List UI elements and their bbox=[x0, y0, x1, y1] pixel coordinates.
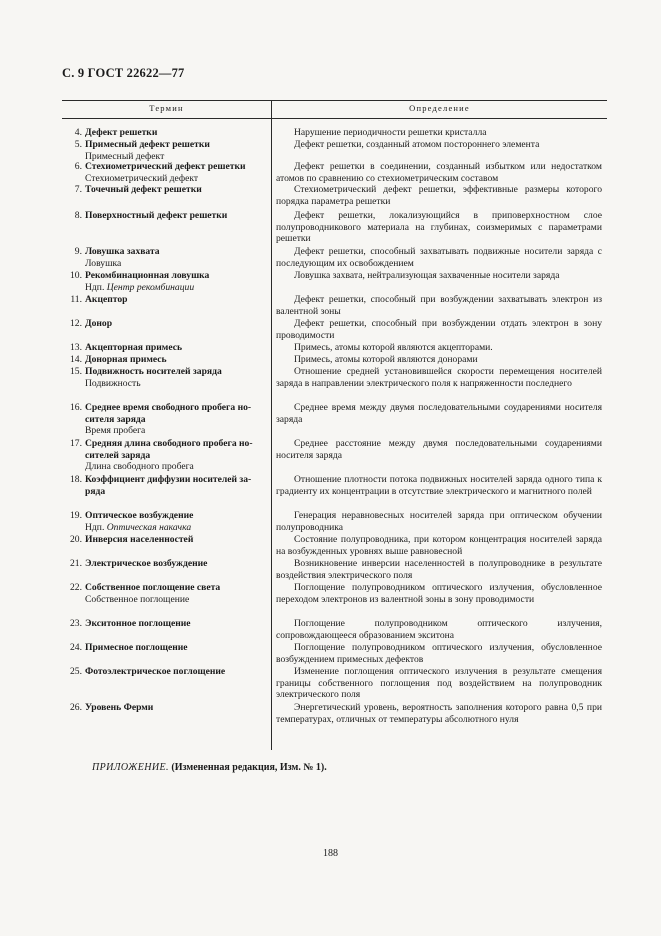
table-top-rule bbox=[62, 100, 607, 101]
term-name: Коэффициент диффузии носителей за- bbox=[85, 474, 252, 485]
definition-text: Примесь, атомы которой являются акцепторами. bbox=[294, 342, 493, 353]
table-header-rule bbox=[62, 118, 607, 119]
term-name: Экситонное поглощение bbox=[85, 618, 191, 629]
term-cell bbox=[62, 127, 268, 139]
appendix-label: ПРИЛОЖЕНИЕ. bbox=[92, 762, 169, 773]
appendix-revision: (Измененная редакция, Изм. № 1). bbox=[171, 762, 327, 773]
definition-cell bbox=[276, 534, 602, 557]
term-cell bbox=[62, 161, 268, 184]
term-name: Уровень Ферми bbox=[85, 702, 154, 713]
term-synonym: Собственное поглощение bbox=[85, 593, 190, 605]
definition-text: Стехиометрический дефект решетки, эффективные размеры которого порядка параметра решетки bbox=[276, 184, 602, 207]
definition-text: Состояние полупроводника, при котором концентрация носителей заряда на возбужденных уровнях выше равновесной bbox=[276, 534, 602, 557]
term-synonym: Примесный дефект bbox=[85, 150, 165, 162]
term-cell bbox=[62, 139, 268, 162]
term-deprecated bbox=[62, 522, 268, 534]
column-header-term: Термин bbox=[149, 103, 184, 113]
term-cell bbox=[62, 618, 268, 630]
deprecated-prefix: Ндп. bbox=[85, 281, 107, 293]
term-name: Ловушка захвата bbox=[85, 246, 160, 257]
definition-text: Среднее расстояние между двумя последовательными соударениями носителя заряда bbox=[276, 438, 602, 461]
term-number: 14. bbox=[70, 354, 82, 365]
term-number: 26. bbox=[70, 702, 82, 713]
appendix-note bbox=[92, 762, 327, 773]
term-cell bbox=[62, 354, 268, 366]
term-name: Средняя длина свободного пробега но- bbox=[85, 438, 253, 449]
term-name: Подвижность носителей заряда bbox=[85, 366, 222, 377]
definition-cell bbox=[276, 666, 602, 701]
definition-text: Дефект решетки, способный захватывать подвижные носители заряда с последующим их освобождением bbox=[276, 246, 602, 269]
definition-text: Отношение плотности потока подвижных носителей заряда одного типа к градиенту их концентрации в отсутствие электрического и магнитного полей bbox=[276, 474, 602, 497]
term-number: 12. bbox=[70, 318, 82, 329]
definition-text: Дефект решетки, локализующийся в приповерхностном слое полупроводникового материала на глубинах, соизмеримых с параметрами решетки bbox=[276, 210, 602, 244]
deprecated-term: Центр рекомбинации bbox=[106, 281, 195, 293]
definition-cell bbox=[276, 270, 602, 282]
column-divider bbox=[271, 100, 272, 750]
term-number: 20. bbox=[70, 534, 82, 545]
definition-text: Ловушка захвата, нейтрализующая захваченные носители заряда bbox=[294, 270, 560, 281]
definition-cell bbox=[276, 642, 602, 665]
term-synonym: Длина свободного пробега bbox=[85, 461, 194, 472]
term-cell bbox=[62, 342, 268, 354]
term-cell bbox=[62, 510, 268, 533]
term-number: 17. bbox=[70, 438, 82, 449]
definition-text: Поглощение полупроводником оптического излучения, сопровождающееся образованием экситона bbox=[276, 618, 602, 641]
term-name: Точечный дефект решетки bbox=[85, 184, 202, 195]
term-number: 9. bbox=[74, 246, 82, 257]
term-cell bbox=[62, 702, 268, 714]
term-cell bbox=[62, 246, 268, 269]
definition-cell bbox=[276, 318, 602, 341]
definition-text: Поглощение полупроводником оптического излучения, обусловленное возбуждением примесных дефектов bbox=[276, 642, 602, 665]
definition-cell bbox=[276, 127, 602, 139]
definition-cell bbox=[276, 161, 602, 184]
definition-cell bbox=[276, 474, 602, 497]
term-cell bbox=[62, 294, 268, 306]
term-number: 7. bbox=[74, 184, 82, 195]
term-name: Примесный дефект решетки bbox=[85, 139, 210, 150]
term-number: 4. bbox=[74, 127, 82, 138]
term-number: 10. bbox=[70, 270, 82, 281]
term-synonym: Подвижность bbox=[85, 377, 141, 389]
definition-text: Среднее время между двумя последовательными соударениями носителя заряда bbox=[276, 402, 602, 425]
term-cell bbox=[62, 558, 268, 570]
definition-cell bbox=[276, 210, 602, 245]
definition-text: Поглощение полупроводником оптического излучения, обусловленное переходом электронов из валентной зоны в зону проводимости bbox=[276, 582, 602, 605]
term-cell bbox=[62, 318, 268, 330]
definition-text: Дефект решетки, способный при возбуждении захватывать электрон из валентной зоны bbox=[276, 294, 602, 317]
term-name: Фотоэлектрическое поглощение bbox=[85, 666, 226, 677]
term-cell bbox=[62, 366, 268, 389]
definition-cell bbox=[276, 558, 602, 581]
term-name: Инверсия населенностей bbox=[85, 534, 194, 545]
term-number: 23. bbox=[70, 618, 82, 629]
term-number: 8. bbox=[74, 210, 82, 221]
term-number: 21. bbox=[70, 558, 82, 569]
definition-cell bbox=[276, 184, 602, 207]
term-name: Донорная примесь bbox=[85, 354, 167, 365]
definition-cell bbox=[276, 294, 602, 317]
deprecated-term: Оптическая накачка bbox=[106, 521, 192, 533]
definition-text: Изменение поглощения оптического излучения в результате смещения границы собственного поглощения под воздействием на полупроводник электрического поля bbox=[276, 666, 602, 700]
definition-cell bbox=[276, 438, 602, 461]
definition-cell bbox=[276, 366, 602, 389]
definition-text: Нарушение периодичности решетки кристалла bbox=[294, 127, 487, 138]
term-number: 15. bbox=[70, 366, 82, 377]
term-number: 22. bbox=[70, 582, 82, 593]
column-header-definition: Определение bbox=[409, 103, 470, 113]
term-cell bbox=[62, 402, 268, 437]
term-name: Акцепторная примесь bbox=[85, 342, 183, 353]
term-name: Среднее время свободного пробега но- bbox=[85, 402, 252, 413]
page-number: 188 bbox=[323, 848, 338, 859]
definition-text: Дефект решетки, способный при возбуждении отдать электрон в зону проводимости bbox=[276, 318, 602, 341]
term-cell bbox=[62, 534, 268, 546]
term-name: Поверхностный дефект решетки bbox=[85, 210, 228, 221]
term-number: 25. bbox=[70, 666, 82, 677]
term-cell bbox=[62, 438, 268, 473]
term-number: 11. bbox=[70, 294, 82, 305]
term-name: Акцептор bbox=[85, 294, 128, 305]
term-cell bbox=[62, 666, 268, 678]
term-name: Электрическое возбуждение bbox=[85, 558, 208, 569]
term-name: Донор bbox=[85, 318, 113, 329]
terms-table bbox=[62, 100, 607, 750]
page-header: С. 9 ГОСТ 22622—77 bbox=[62, 66, 185, 80]
definition-text: Возникновение инверсии населенностей в полупроводнике в результате воздействия электрического поля bbox=[276, 558, 602, 581]
term-cell bbox=[62, 184, 268, 196]
term-name: Оптическое возбуждение bbox=[85, 510, 194, 521]
term-synonym: Время пробега bbox=[85, 425, 146, 436]
definition-cell bbox=[276, 618, 602, 641]
term-number: 6. bbox=[74, 161, 82, 172]
term-name: Собственное поглощение света bbox=[85, 582, 221, 593]
term-number: 13. bbox=[70, 342, 82, 353]
term-cell bbox=[62, 474, 268, 497]
definition-text: Генерация неравновесных носителей заряда при оптическом обучении полупроводника bbox=[276, 510, 602, 533]
definition-text: Дефект решетки в соединении, созданный избытком или недостатком атомов по сравнению со стехиометрическим составом bbox=[276, 161, 602, 184]
term-name-continued: сителей заряда bbox=[85, 449, 151, 461]
term-number: 16. bbox=[70, 402, 82, 413]
term-number: 19. bbox=[70, 510, 82, 521]
term-name-continued: ряда bbox=[85, 485, 106, 497]
term-number: 5. bbox=[74, 139, 82, 150]
term-name: Примесное поглощение bbox=[85, 642, 188, 653]
term-name: Рекомбинационная ловушка bbox=[85, 270, 210, 281]
term-name: Стехиометрический дефект решетки bbox=[85, 161, 246, 172]
term-cell bbox=[62, 582, 268, 605]
definition-cell bbox=[276, 702, 602, 725]
term-name-continued: сителя заряда bbox=[85, 413, 146, 425]
definition-cell bbox=[276, 510, 602, 533]
deprecated-prefix: Ндп. bbox=[85, 521, 107, 533]
definition-text: Дефект решетки, созданный атомом постороннего элемента bbox=[294, 139, 540, 150]
term-cell bbox=[62, 270, 268, 293]
definition-cell bbox=[276, 354, 602, 366]
term-number: 24. bbox=[70, 642, 82, 653]
term-cell bbox=[62, 642, 268, 654]
definition-text: Примесь, атомы которой являются донорами bbox=[294, 354, 478, 365]
definition-text: Энергетический уровень, вероятность заполнения которого равна 0,5 при температурах, отличных от температуры абсолютного нуля bbox=[276, 702, 602, 725]
definition-cell bbox=[276, 582, 602, 605]
definition-cell bbox=[276, 402, 602, 425]
term-cell bbox=[62, 210, 268, 222]
term-synonym: Ловушка bbox=[85, 257, 122, 269]
term-synonym: Стехиометрический дефект bbox=[85, 172, 199, 184]
definition-cell bbox=[276, 139, 602, 151]
definition-text: Отношение средней установившейся скорости перемещения носителей заряда в направлении электрического поля к напряженности последнего bbox=[276, 366, 602, 389]
term-name: Дефект решетки bbox=[85, 127, 158, 138]
definition-cell bbox=[276, 342, 602, 354]
term-deprecated bbox=[62, 282, 268, 294]
definition-cell bbox=[276, 246, 602, 269]
term-number: 18. bbox=[70, 474, 82, 485]
